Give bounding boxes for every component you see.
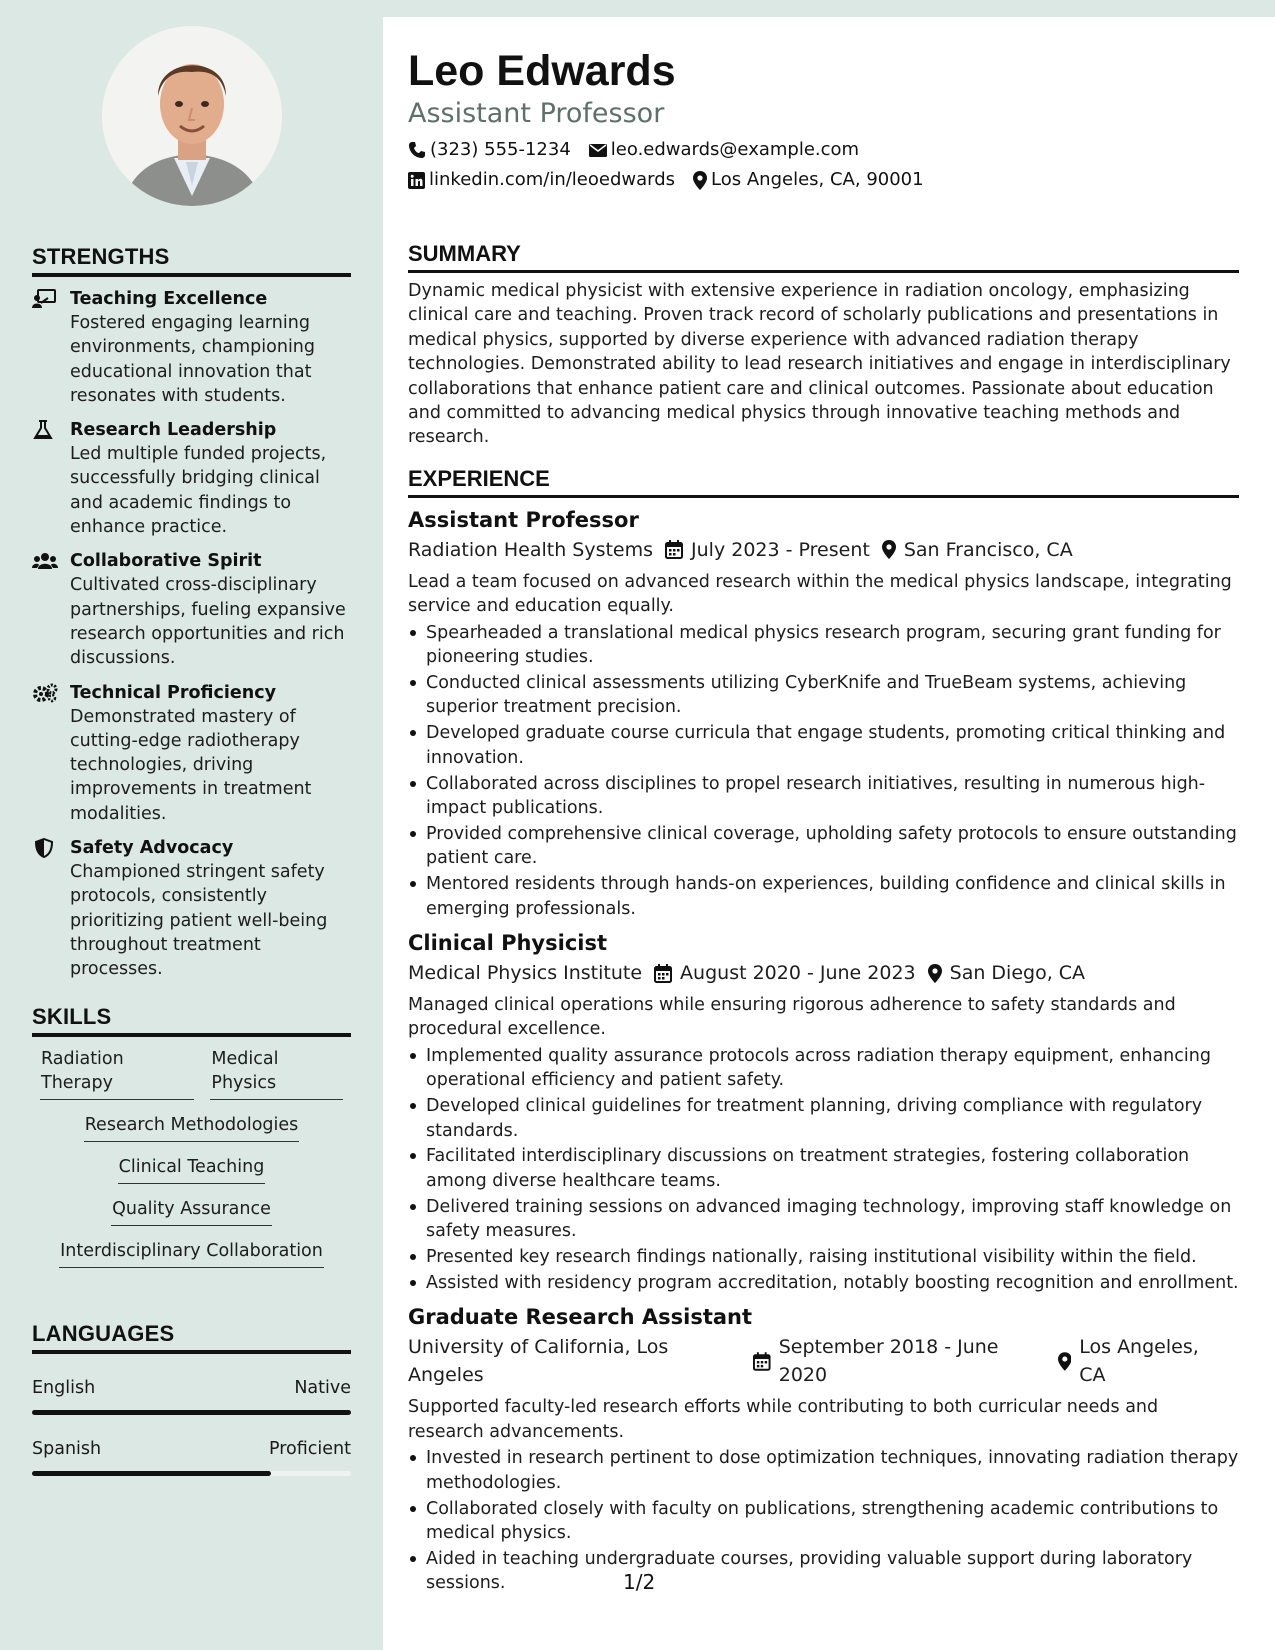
skill-tag: Medical Physics bbox=[210, 1047, 343, 1100]
language-name: English bbox=[32, 1377, 96, 1398]
language-bar-fill bbox=[32, 1471, 271, 1476]
map-pin-icon bbox=[693, 171, 707, 190]
email-contact[interactable] bbox=[589, 137, 859, 163]
languages-section bbox=[32, 1321, 351, 1476]
job-company: Radiation Health Systems bbox=[408, 538, 654, 561]
job-entry bbox=[408, 929, 1239, 1295]
strength-title: Safety Advocacy bbox=[70, 838, 234, 859]
linkedin-text[interactable]: linkedin.com/in/leoedwards bbox=[429, 169, 676, 190]
job-description: Supported faculty-led research efforts while contributing to both curricular needs and research advancements. bbox=[408, 1397, 1159, 1442]
linkedin-icon bbox=[408, 172, 425, 189]
location-contact bbox=[693, 167, 924, 193]
email-text[interactable]: leo.edwards@example.com bbox=[610, 139, 860, 160]
job-bullet: Assisted with residency program accreditation, notably boosting recognition and enrollment. bbox=[408, 1271, 1239, 1295]
job-meta bbox=[408, 959, 1239, 987]
job-entry bbox=[408, 506, 1239, 921]
job-bullets bbox=[408, 1044, 1239, 1296]
job-bullet: Facilitated interdisciplinary discussions on treatment strategies, fostering collaboration among diverse healthcare teams. bbox=[408, 1144, 1239, 1193]
location-text: Los Angeles, CA, 90001 bbox=[711, 169, 924, 190]
experience-heading: EXPERIENCE bbox=[408, 466, 1239, 498]
strengths-section bbox=[32, 244, 351, 982]
page-number: 1/2 bbox=[623, 1570, 656, 1594]
map-pin-icon bbox=[928, 964, 942, 983]
calendar-icon bbox=[753, 1352, 771, 1371]
job-bullet: Collaborated closely with faculty on publications, strengthening academic contributions to medical physics. bbox=[408, 1497, 1239, 1546]
phone-text: (323) 555-1234 bbox=[430, 139, 571, 160]
languages-heading: LANGUAGES bbox=[32, 1321, 351, 1354]
strength-desc: Led multiple funded projects, successfully bridging clinical and academic findings to enhance practice. bbox=[70, 444, 327, 538]
sidebar bbox=[0, 0, 383, 1650]
envelope-icon bbox=[589, 142, 607, 158]
strength-item bbox=[32, 418, 351, 539]
job-bullet: Invested in research pertinent to dose optimization techniques, innovating radiation therapy methodologies. bbox=[408, 1446, 1239, 1495]
job-location-wrap bbox=[882, 536, 1073, 564]
job-dates: July 2023 - Present bbox=[691, 538, 870, 561]
experience-section bbox=[408, 466, 1239, 1596]
job-bullets bbox=[408, 621, 1239, 921]
language-bar bbox=[32, 1410, 351, 1415]
job-bullets bbox=[408, 1446, 1239, 1595]
skill-tag: Quality Assurance bbox=[111, 1197, 272, 1226]
strength-title: Collaborative Spirit bbox=[70, 551, 262, 572]
skills-list bbox=[32, 1047, 351, 1281]
map-pin-icon bbox=[1058, 1352, 1072, 1371]
job-bullet: Provided comprehensive clinical coverage, upholding safety protocols to ensure outstanding patient care. bbox=[408, 822, 1239, 871]
language-item bbox=[32, 1437, 351, 1476]
summary-section bbox=[408, 241, 1239, 450]
strength-item bbox=[32, 836, 351, 981]
job-title: Graduate Research Assistant bbox=[408, 1305, 753, 1330]
strength-item bbox=[32, 549, 351, 670]
summary-text: Dynamic medical physicist with extensive experience in radiation oncology, emphasizing clinical care and teaching. Proven track record of scholarly publications and presentations in medical physics, supported by diverse experience with advanced radiation therapy technologies. Demonstrated ability to lead research initiatives and engage in interdisciplinary collaborations that enhance patient care and clinical outcomes. Passionate about education and committed to advancing medical physics through innovative teaching methods and research. bbox=[408, 281, 1231, 448]
candidate-name: Leo Edwards bbox=[408, 47, 676, 95]
job-location: San Francisco, CA bbox=[903, 538, 1073, 561]
phone-contact bbox=[408, 137, 571, 163]
strength-item bbox=[32, 287, 351, 408]
skills-section bbox=[32, 1004, 351, 1281]
strength-title: Teaching Excellence bbox=[70, 289, 268, 309]
contact-row bbox=[408, 167, 1239, 193]
language-item bbox=[32, 1376, 351, 1415]
teacher-board-icon bbox=[32, 287, 70, 408]
job-location-wrap bbox=[928, 959, 1085, 987]
language-bar-fill bbox=[32, 1410, 351, 1415]
map-pin-icon bbox=[882, 540, 896, 559]
skill-tag: Radiation Therapy bbox=[40, 1047, 194, 1100]
strength-desc: Demonstrated mastery of cutting-edge radiotherapy technologies, driving improvements in treatment modalities. bbox=[70, 706, 312, 824]
gears-icon bbox=[32, 681, 70, 826]
strength-title: Research Leadership bbox=[70, 420, 277, 441]
language-name: Spanish bbox=[32, 1438, 102, 1459]
job-company: University of California, Los Angeles bbox=[408, 1336, 669, 1387]
skills-heading: SKILLS bbox=[32, 1004, 351, 1037]
phone-icon bbox=[408, 141, 426, 159]
linkedin-contact[interactable] bbox=[408, 167, 675, 193]
skill-tag: Research Methodologies bbox=[84, 1113, 300, 1142]
strength-title: Technical Proficiency bbox=[70, 682, 276, 703]
shield-icon bbox=[32, 836, 70, 981]
profile-photo bbox=[102, 26, 282, 206]
job-meta bbox=[408, 1333, 1239, 1389]
job-dates: September 2018 - June 2020 bbox=[778, 1336, 999, 1387]
job-company: Medical Physics Institute bbox=[408, 962, 643, 985]
calendar-icon bbox=[654, 964, 672, 983]
skill-tag: Interdisciplinary Collaboration bbox=[59, 1239, 324, 1268]
job-bullet: Developed graduate course curricula that engage students, promoting critical thinking and innovation. bbox=[408, 721, 1239, 770]
flask-icon bbox=[32, 418, 70, 539]
job-bullet: Presented key research findings nationally, raising institutional visibility within the field. bbox=[408, 1245, 1239, 1269]
job-bullet: Conducted clinical assessments utilizing CyberKnife and TrueBeam systems, achieving superior treatment precision. bbox=[408, 671, 1239, 720]
language-level: Native bbox=[294, 1377, 351, 1398]
job-meta bbox=[408, 536, 1239, 564]
job-title: Assistant Professor bbox=[408, 507, 639, 532]
job-dates: August 2020 - June 2023 bbox=[680, 962, 916, 985]
job-title: Clinical Physicist bbox=[408, 931, 607, 956]
summary-heading: SUMMARY bbox=[408, 241, 1239, 273]
job-location-wrap bbox=[1058, 1333, 1227, 1389]
language-level: Proficient bbox=[269, 1438, 351, 1459]
job-bullet: Spearheaded a translational medical physics research program, securing grant funding for pioneering studies. bbox=[408, 621, 1239, 670]
job-description: Managed clinical operations while ensuring rigorous adherence to safety standards and procedural excellence. bbox=[408, 995, 1176, 1040]
job-location: San Diego, CA bbox=[949, 962, 1086, 985]
job-bullet: Collaborated across disciplines to propel research initiatives, resulting in numerous high-impact publications. bbox=[408, 772, 1239, 821]
calendar-icon bbox=[665, 540, 683, 559]
job-bullet: Developed clinical guidelines for treatment planning, driving compliance with regulatory standards. bbox=[408, 1094, 1239, 1143]
strengths-list bbox=[32, 287, 351, 982]
job-dates-wrap bbox=[665, 536, 870, 564]
job-description: Lead a team focused on advanced research within the medical physics landscape, integrating service and education equally. bbox=[408, 571, 1232, 617]
skill-tag: Clinical Teaching bbox=[118, 1155, 266, 1184]
job-entry bbox=[408, 1303, 1239, 1595]
strength-item bbox=[32, 681, 351, 826]
job-bullet: Aided in teaching undergraduate courses, providing valuable support during laboratory sessions. bbox=[408, 1547, 1239, 1596]
job-dates-wrap bbox=[654, 959, 916, 987]
users-icon bbox=[32, 549, 70, 670]
language-bar bbox=[32, 1471, 351, 1476]
contact-row bbox=[408, 137, 1239, 163]
strengths-heading: STRENGTHS bbox=[32, 244, 351, 277]
job-location: Los Angeles, CA bbox=[1079, 1336, 1199, 1387]
job-dates-wrap bbox=[753, 1333, 1045, 1389]
strength-desc: Fostered engaging learning environments, championing educational innovation that resonates with students. bbox=[70, 313, 316, 406]
main-content bbox=[383, 17, 1275, 1650]
job-bullet: Implemented quality assurance protocols across radiation therapy equipment, enhancing operational efficiency and patient safety. bbox=[408, 1044, 1239, 1093]
job-bullet: Delivered training sessions on advanced imaging technology, improving staff knowledge on safety measures. bbox=[408, 1195, 1239, 1244]
candidate-role: Assistant Professor bbox=[408, 98, 665, 129]
strength-desc: Championed stringent safety protocols, consistently prioritizing patient well-being throughout treatment processes. bbox=[70, 862, 328, 980]
strength-desc: Cultivated cross-disciplinary partnerships, fueling expansive research opportunities and rich discussions. bbox=[70, 575, 346, 669]
job-bullet: Mentored residents through hands-on experiences, building confidence and clinical skills in emerging professionals. bbox=[408, 872, 1239, 921]
